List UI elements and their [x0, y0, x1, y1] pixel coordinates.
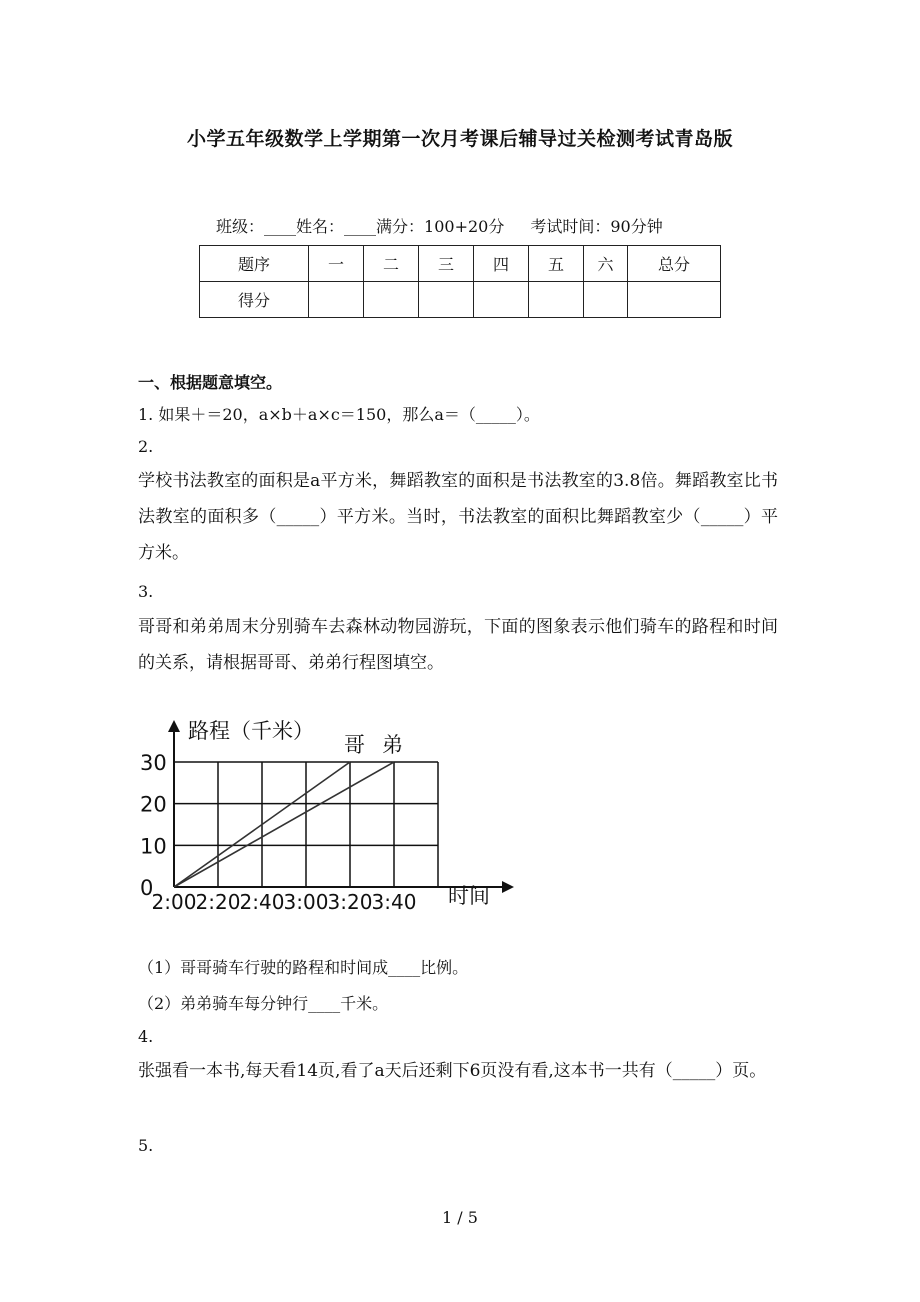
question-3-sub-2: （2）弟弟骑车每分钟行____千米。	[138, 994, 389, 1013]
question-3-sub-1: （1）哥哥骑车行驶的路程和时间成____比例。	[138, 958, 469, 977]
score-cell[interactable]	[364, 282, 419, 318]
header-cell: 六	[584, 246, 628, 282]
x-tick-label: 3:40	[371, 890, 417, 912]
header-cell: 四	[474, 246, 529, 282]
header-cell: 三	[419, 246, 474, 282]
name-label: 姓名：____	[296, 217, 377, 236]
question-2-text: 学校书法教室的面积是a平方米，舞蹈教室的面积是书法教室的3.8倍。舞蹈教室比书法教室的面积多（_____）平方米。当时，书法教室的面积比舞蹈教室少（_____）平方米。	[138, 471, 778, 563]
chart-axes	[168, 720, 514, 893]
header-cell: 总分	[628, 246, 721, 282]
chart-grid	[174, 762, 438, 887]
score-row-label: 得分	[200, 282, 309, 318]
question-2-number: 2.	[138, 437, 154, 456]
score-cell[interactable]	[474, 282, 529, 318]
page-title: 小学五年级数学上学期第一次月考课后辅导过关检测考试青岛版	[186, 128, 733, 150]
y-axis-label: 路程（千米）	[188, 719, 314, 743]
x-axis-label: 时间	[448, 884, 490, 908]
y-tick-label: 10	[140, 834, 167, 859]
y-tick-label: 0	[140, 876, 154, 900]
score-table	[199, 245, 721, 318]
score-table-score-row	[200, 282, 721, 318]
question-3-text: 哥哥和弟弟周末分别骑车去森林动物园游玩，下面的图象表示他们骑车的路程和时间的关系，请根据哥哥、弟弟行程图填空。	[138, 617, 778, 673]
class-label: 班级：____	[216, 217, 297, 236]
question-5-number: 5.	[138, 1136, 154, 1155]
exam-time: 考试时间：90分钟	[530, 217, 663, 236]
x-tick-label: 3:20	[327, 890, 373, 912]
score-cell[interactable]	[628, 282, 721, 318]
x-tick-label: 3:00	[283, 890, 329, 912]
header-cell: 五	[529, 246, 584, 282]
full-score: 满分：100+20分	[376, 217, 505, 236]
y-tick-label: 20	[140, 792, 167, 817]
header-cell: 题序	[200, 246, 309, 282]
series-label-di: 弟	[382, 733, 403, 757]
distance-time-chart	[136, 712, 526, 912]
score-cell[interactable]	[584, 282, 628, 318]
y-axis-arrow-icon	[168, 720, 180, 732]
score-cell[interactable]	[309, 282, 364, 318]
series-label-ge: 哥	[344, 733, 365, 757]
question-1: 1. 如果＋＝20，a×b＋a×c＝150，那么a＝（_____）。	[138, 405, 540, 424]
x-tick-label: 2:40	[239, 890, 285, 912]
section-heading: 一、根据题意填空。	[138, 373, 283, 392]
x-tick-label: 2:00	[151, 890, 197, 912]
series-line	[174, 762, 394, 887]
exam-info	[216, 214, 663, 237]
score-table-header-row	[200, 246, 721, 282]
score-cell[interactable]	[529, 282, 584, 318]
page-number: 1 / 5	[442, 1208, 478, 1227]
x-tick-label: 2:20	[195, 890, 241, 912]
question-4-number: 4.	[138, 1027, 154, 1046]
header-cell: 一	[309, 246, 364, 282]
question-3-number: 3.	[138, 582, 154, 601]
question-4-text: 张强看一本书,每天看14页,看了a天后还剩下6页没有看,这本书一共有（_____）页。	[138, 1061, 767, 1081]
header-cell: 二	[364, 246, 419, 282]
score-cell[interactable]	[419, 282, 474, 318]
chart-series	[174, 762, 394, 887]
x-axis-arrow-icon	[502, 881, 514, 893]
y-tick-label: 30	[140, 751, 167, 775]
